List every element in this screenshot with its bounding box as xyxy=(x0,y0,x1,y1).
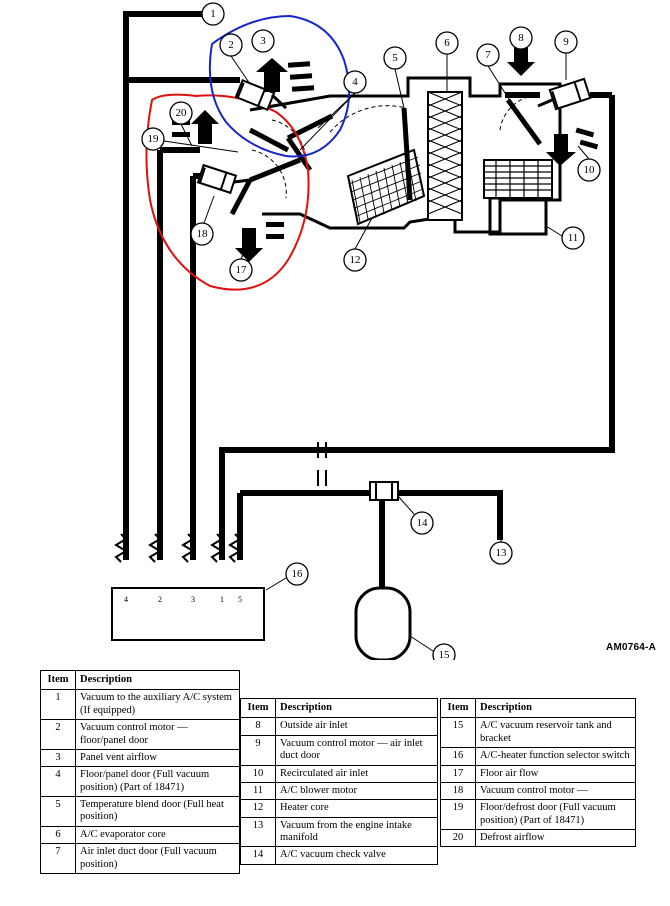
svg-text:15: 15 xyxy=(438,649,450,660)
legend-item-description: Temperature blend door (Full heat position) xyxy=(76,797,240,827)
svg-text:20: 20 xyxy=(175,107,187,119)
vacuum-check-valve xyxy=(370,482,398,500)
table-row xyxy=(441,782,636,799)
callout-10 xyxy=(578,159,600,181)
svg-text:2: 2 xyxy=(228,39,234,51)
legend-item-number: 18 xyxy=(441,782,476,799)
callout-7 xyxy=(477,44,499,66)
svg-text:18: 18 xyxy=(196,228,208,240)
svg-text:7: 7 xyxy=(485,49,491,61)
legend-item-number: 15 xyxy=(441,718,476,748)
legend-item-number: 6 xyxy=(41,826,76,843)
legend-item-number: 10 xyxy=(241,765,276,782)
legend-item-number: 4 xyxy=(41,767,76,797)
table-row xyxy=(241,817,438,847)
legend-item-description: A/C evaporator core xyxy=(76,826,240,843)
blower-inlet-screen xyxy=(484,160,552,198)
callout-4 xyxy=(344,71,366,93)
callout-1 xyxy=(202,3,224,25)
legend-header-description: Description xyxy=(76,671,240,690)
legend-item-description: Floor/defrost door (Full vacuum position) (Part of 18471) xyxy=(476,800,636,830)
legend-item-description: Heater core xyxy=(276,800,438,817)
svg-text:4: 4 xyxy=(124,595,128,604)
table-row xyxy=(41,720,240,750)
legend-item-description: Vacuum control motor — air inlet duct door xyxy=(276,735,438,765)
legend-item-number: 17 xyxy=(441,765,476,782)
svg-text:6: 6 xyxy=(444,37,450,49)
table-row xyxy=(441,718,636,748)
legend-item-number: 8 xyxy=(241,718,276,735)
vacuum-reservoir-tank xyxy=(356,588,410,660)
callout-6 xyxy=(436,32,458,54)
callout-11 xyxy=(562,227,584,249)
legend-item-number: 2 xyxy=(41,720,76,750)
svg-text:16: 16 xyxy=(291,568,303,580)
legend-item-number: 7 xyxy=(41,844,76,874)
table-row xyxy=(41,767,240,797)
legend-item-number: 19 xyxy=(441,800,476,830)
legend-header-item: Item xyxy=(241,699,276,718)
legend-item-description: Floor air flow xyxy=(476,765,636,782)
callout-20 xyxy=(170,102,192,124)
legend-item-description: A/C vacuum check valve xyxy=(276,847,438,864)
legend-item-description: A/C blower motor xyxy=(276,782,438,799)
legend-item-number: 12 xyxy=(241,800,276,817)
legend-header-description: Description xyxy=(476,699,636,718)
svg-text:13: 13 xyxy=(495,547,507,559)
callout-leader-lines xyxy=(164,53,589,651)
legend-header-description: Description xyxy=(276,699,438,718)
legend-item-description: Defrost airflow xyxy=(476,830,636,847)
table-row xyxy=(241,765,438,782)
legend-table-2 xyxy=(240,698,438,865)
callout-16 xyxy=(286,563,308,585)
svg-text:14: 14 xyxy=(416,517,428,529)
legend-item-description: Outside air inlet xyxy=(276,718,438,735)
legend-item-description: Vacuum to the auxiliary A/C system (If equipped) xyxy=(76,690,240,720)
legend-item-description: Floor/panel door (Full vacuum position) (Part of 18471) xyxy=(76,767,240,797)
svg-text:8: 8 xyxy=(518,32,524,44)
table-row xyxy=(241,847,438,864)
svg-text:10: 10 xyxy=(583,164,595,176)
callout-2 xyxy=(220,34,242,56)
legend-item-description: Vacuum control motor — xyxy=(476,782,636,799)
legend-header-item: Item xyxy=(441,699,476,718)
callout-14 xyxy=(411,512,433,534)
mode-door-blades xyxy=(232,116,332,214)
callout-5 xyxy=(384,47,406,69)
legend-item-number: 20 xyxy=(441,830,476,847)
legend-item-description: A/C-heater function selector switch xyxy=(476,748,636,765)
table-row xyxy=(441,830,636,847)
svg-text:3: 3 xyxy=(260,35,266,47)
table-row xyxy=(441,800,636,830)
svg-text:5: 5 xyxy=(238,595,242,604)
callout-13 xyxy=(490,542,512,564)
legend-item-description: Panel vent airflow xyxy=(76,749,240,766)
legend-item-number: 3 xyxy=(41,749,76,766)
svg-text:5: 5 xyxy=(392,52,398,64)
callout-18 xyxy=(191,223,213,245)
vacuum-hose-network xyxy=(126,14,612,590)
callout-19 xyxy=(142,128,164,150)
blower-motor-housing xyxy=(490,198,546,234)
table-row xyxy=(241,800,438,817)
table-row xyxy=(41,797,240,827)
svg-text:3: 3 xyxy=(191,595,195,604)
callout-15 xyxy=(433,644,455,660)
legend-item-description: Vacuum from the engine intake manifold xyxy=(276,817,438,847)
evaporator-core xyxy=(428,92,462,220)
svg-text:12: 12 xyxy=(349,254,361,266)
svg-text:17: 17 xyxy=(235,264,247,276)
table-row xyxy=(241,782,438,799)
table-row xyxy=(441,748,636,765)
table-row xyxy=(41,749,240,766)
legend-item-description: Recirculated air inlet xyxy=(276,765,438,782)
callout-bubbles xyxy=(142,3,600,660)
vacuum-control-motor-18 xyxy=(198,165,250,193)
svg-text:2: 2 xyxy=(158,595,162,604)
callout-9 xyxy=(555,31,577,53)
figure-code-label: AM0764-A xyxy=(606,642,656,653)
air-inlet-duct-door xyxy=(500,96,540,144)
svg-text:9: 9 xyxy=(563,36,569,48)
callout-3 xyxy=(252,30,274,52)
legend-item-description: Air inlet duct door (Full vacuum position) xyxy=(76,844,240,874)
callout-12 xyxy=(344,249,366,271)
legend-table-3 xyxy=(440,698,636,847)
table-row xyxy=(41,690,240,720)
legend-header-item: Item xyxy=(41,671,76,690)
svg-text:4: 4 xyxy=(352,76,358,88)
table-row xyxy=(41,826,240,843)
legend-item-number: 1 xyxy=(41,690,76,720)
legend-item-number: 5 xyxy=(41,797,76,827)
legend-item-number: 14 xyxy=(241,847,276,864)
callout-17 xyxy=(230,259,252,281)
legend-table-1 xyxy=(40,670,240,874)
table-row xyxy=(241,735,438,765)
legend-item-description: Vacuum control motor — floor/panel door xyxy=(76,720,240,750)
table-row xyxy=(441,765,636,782)
legend-item-number: 13 xyxy=(241,817,276,847)
svg-text:1: 1 xyxy=(210,8,216,20)
legend-item-number: 9 xyxy=(241,735,276,765)
callout-8 xyxy=(510,27,532,49)
svg-text:11: 11 xyxy=(567,232,579,244)
svg-text:19: 19 xyxy=(147,133,159,145)
heater-core xyxy=(348,150,424,224)
svg-text:1: 1 xyxy=(220,595,224,604)
legend-item-description: A/C vacuum reservoir tank and bracket xyxy=(476,718,636,748)
legend-item-number: 11 xyxy=(241,782,276,799)
table-row xyxy=(41,844,240,874)
legend-area xyxy=(0,660,670,906)
table-row xyxy=(241,718,438,735)
legend-item-number: 16 xyxy=(441,748,476,765)
